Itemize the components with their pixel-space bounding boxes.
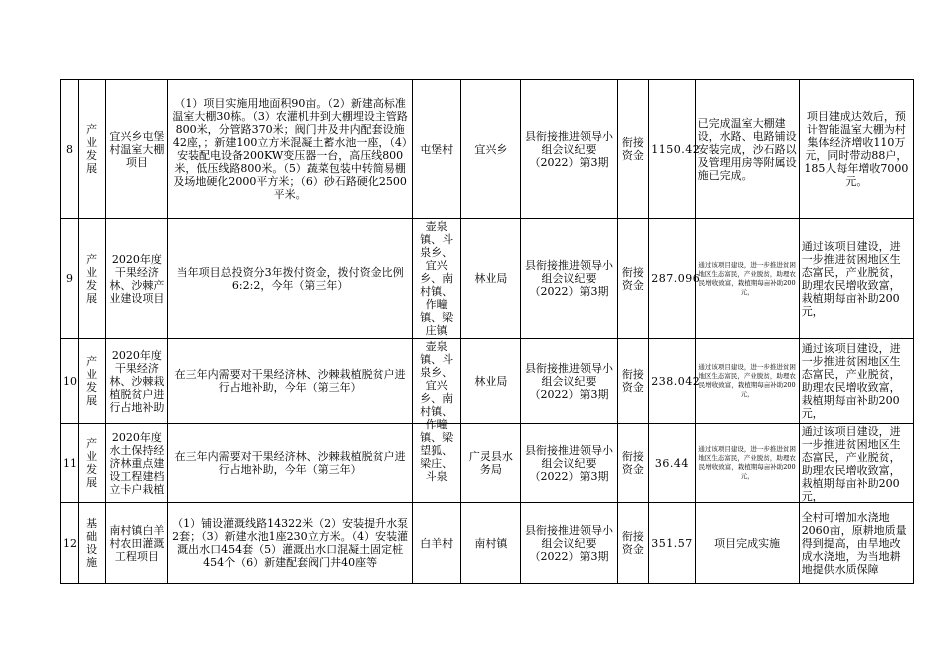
project-progress: 通过该项目建设，进一步推进贫困地区生态富民，产业脱贫，助理农民增收致富，栽植期每亩补助200元， [695, 339, 799, 424]
project-location-text: 壶泉镇、斗泉乡、宜兴乡、南村镇、作疃镇、梁 [420, 340, 454, 444]
project-name: 南村镇白羊村农田灌溉工程项目 [106, 503, 168, 584]
project-name [106, 424, 168, 503]
project-location: 白羊村 [412, 503, 461, 584]
project-content: 在三年内需要对干果经济林、沙棘栽植脱贫户进行占地补助，今年（第三年） [168, 339, 412, 424]
project-location: 望狐、梁庄、斗泉 [412, 424, 461, 503]
row-number: 10 [61, 339, 79, 424]
project-name: 2020年度干果经济林、沙棘产业建设项目 [106, 219, 168, 339]
project-name: 2020年度干果经济林、沙棘栽植脱贫户进行占地补助 [106, 339, 168, 424]
project-content: （1）项目实施用地面积90亩。（2）新建高标准温室大棚30栋。（3）农灌机井到大棚埋设主管路800米，分管路370米；阀门井及井内配套设施42座，；新建100立方米混凝土蓄水池一座，（4）安装配电设备200KW变压器一台，高压线800米，低压线路800米。（5）蔬菜包装中转简易棚及场地硬化2000平方米；（6）砂石路硬化2500平米。 [168, 80, 412, 219]
fund-amount: 1150.42 [649, 80, 695, 219]
project-category: 产业发展 [79, 80, 106, 219]
project-progress: 通过该项目建设，进一步推进贫困地区生态富民，产业脱贫，助理农民增收致富，栽植期每亩补助200元， [695, 219, 799, 339]
implementing-unit: 宜兴乡 [461, 80, 521, 219]
project-benefit: 通过该项目建设，进一步推进贫困地区生态富民，产业脱贫，助理农民增收致富，栽植期每亩补助200元， [799, 339, 913, 424]
project-category: 基础设施 [79, 503, 106, 584]
project-benefit [799, 424, 913, 503]
fund-amount: 238.042 [649, 339, 695, 424]
fund-source: 衔接资金 [617, 424, 649, 503]
project-location: 屯堡村 [412, 80, 461, 219]
project-location [412, 339, 461, 444]
approval-basis: 县衔接推进领导小组会议纪要（2022）第3期 [521, 424, 617, 503]
project-progress: 通过该项目建设，进一步推进贫困地区生态富民，产业脱贫，助理农民增收致富，栽植期每亩补助200元， [695, 424, 799, 503]
fund-amount: 351.57 [649, 503, 695, 584]
project-content: 在三年内需要对干果经济林、沙棘栽植脱贫户进行占地补助，今年（第三年） [168, 424, 412, 503]
fund-amount: 36.44 [649, 424, 695, 503]
project-benefit: 项目建成达效后，预计智能温室大棚为村集体经济增收110万元，同时带动88户，185人每年增收7000元。 [799, 80, 913, 219]
project-category: 产业发展 [79, 219, 106, 339]
approval-basis: 县衔接推进领导小组会议纪要（2022）第3期 [521, 503, 617, 584]
table-row [61, 80, 914, 219]
row-number: 8 [61, 80, 79, 219]
approval-basis: 县衔接推进领导小组会议纪要（2022）第3期 [521, 339, 617, 424]
project-benefit: 通过该项目建设，进一步推进贫困地区生态富民，产业脱贫，助理农民增收致富，栽植期每亩补助200元， [799, 219, 913, 339]
table-row [61, 219, 914, 339]
table-row [61, 339, 914, 424]
project-benefit-text: 通过该项目建设，进一步推进贫困地区生态富民，产业脱贫，助理农民增收致富，栽植期每亩补助200元， [801, 425, 901, 503]
row-number: 11 [61, 424, 79, 503]
approval-basis: 县衔接推进领导小组会议纪要（2022）第3期 [521, 219, 617, 339]
project-content: （1）铺设灌溉线路14322米（2）安装提升水泵2套；（3）新建水池1座230立方米。（4）安装灌溉出水口454套（5）灌溉出水口混凝土固定桩454个（6）新建配套阀门井40座等 [168, 503, 412, 584]
implementing-unit: 林业局 [461, 219, 521, 339]
project-content: 当年项目总投资分3年拨付资金，拨付资金比例6:2:2，今年（第三年） [168, 219, 412, 339]
fund-source: 衔接资金 [617, 503, 649, 584]
project-table [60, 79, 914, 584]
table-row [61, 503, 914, 584]
project-location: 壶泉镇、斗泉乡、宜兴乡、南村镇、作疃镇、梁庄镇 [412, 219, 461, 339]
row-number: 9 [61, 219, 79, 339]
approval-basis: 县衔接推进领导小组会议纪要（2022）第3期 [521, 80, 617, 219]
fund-source: 衔接资金 [617, 339, 649, 424]
fund-source: 衔接资金 [617, 219, 649, 339]
fund-amount: 287.096 [649, 219, 695, 339]
project-name-text: 2020年度水土保持经济林重点建设工程建档立卡户栽植 [109, 430, 165, 496]
implementing-unit: 广灵县水务局 [461, 424, 521, 503]
fund-source: 衔接资金 [617, 80, 649, 219]
project-category: 产业发展 [79, 424, 106, 503]
implementing-unit: 南村镇 [461, 503, 521, 584]
project-progress: 已完成温室大棚建设，水路、电路铺设安装完成，沙石路以及管理用房等附属设施已完成。 [695, 80, 799, 219]
implementing-unit: 林业局 [461, 339, 521, 424]
project-name: 宜兴乡屯堡村温室大棚项目 [106, 80, 168, 219]
row-number: 12 [61, 503, 79, 584]
project-benefit: 全村可增加水浇地2060亩，原耕地质量得到提高，由旱地改成水浇地，为当地耕地提供水质保障 [799, 503, 913, 584]
project-progress: 项目完成实施 [695, 503, 799, 584]
table-row [61, 424, 914, 503]
project-category: 产业发展 [79, 339, 106, 424]
